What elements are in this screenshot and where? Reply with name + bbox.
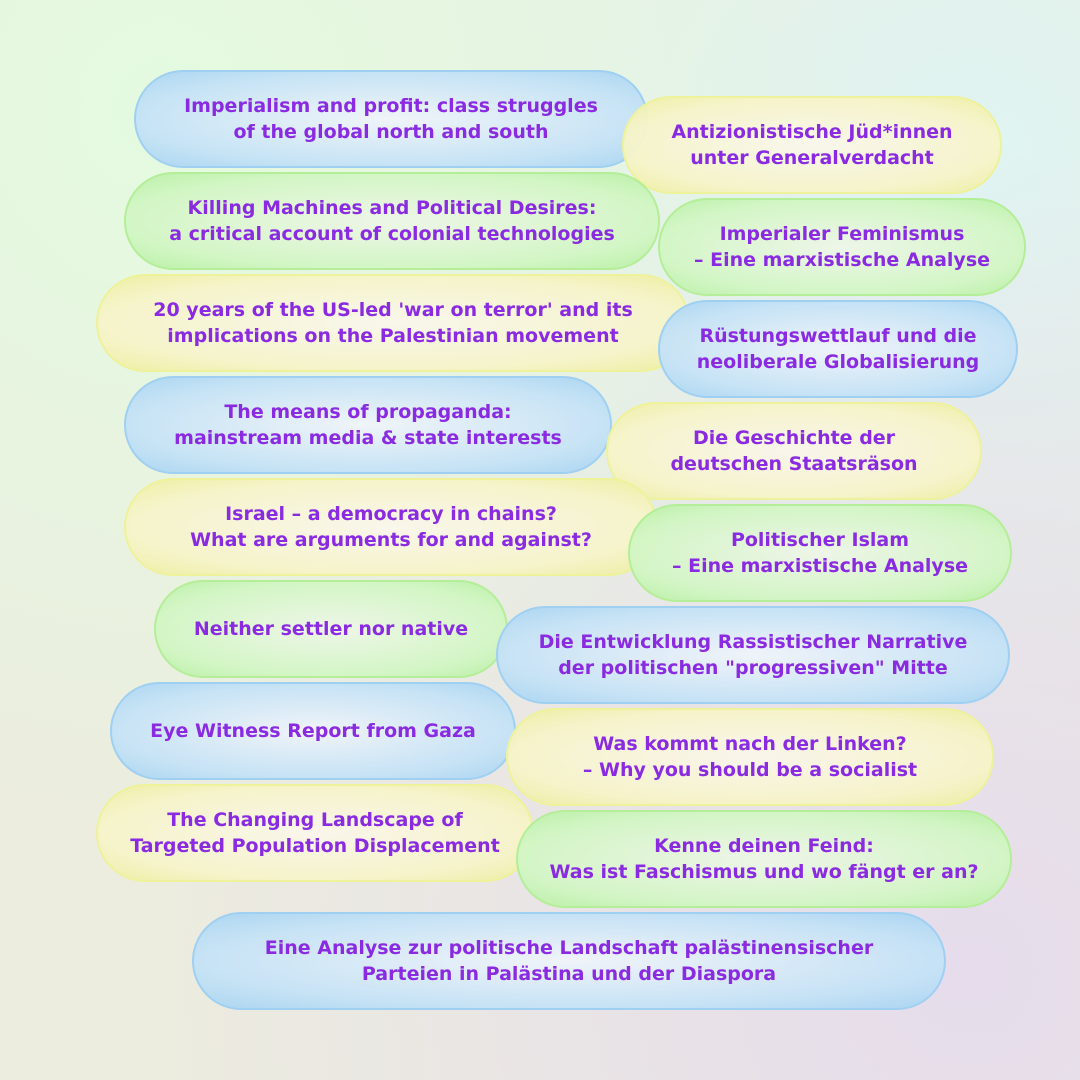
- topic-pill-rassistische-narrative: Die Entwicklung Rassistischer Narrative der politischen "progressiven" Mitte: [496, 606, 1010, 704]
- topic-pill-means-of-propaganda: The means of propaganda: mainstream media & state interests: [124, 376, 612, 474]
- topic-pill-ruestungswettlauf: Rüstungswettlauf und die neoliberale Globalisierung: [658, 300, 1018, 398]
- topic-pill-neither-settler-nor-native: Neither settler nor native: [154, 580, 508, 678]
- topic-pill-eye-witness-gaza: Eye Witness Report from Gaza: [110, 682, 516, 780]
- topic-pill-antizionistische-juedinnen: Antizionistische Jüd*innen unter Generalverdacht: [622, 96, 1002, 194]
- topic-pill-palaestinensische-parteien: Eine Analyse zur politische Landschaft palästinensischer Parteien in Palästina und der Diaspora: [192, 912, 946, 1010]
- topic-pill-imperialer-feminismus: Imperialer Feminismus – Eine marxistische Analyse: [658, 198, 1026, 296]
- topic-pill-population-displacement: The Changing Landscape of Targeted Population Displacement: [96, 784, 534, 882]
- topic-pill-was-kommt-nach-der-linken: Was kommt nach der Linken? – Why you should be a socialist: [506, 708, 994, 806]
- topic-pill-killing-machines: Killing Machines and Political Desires: a critical account of colonial technologies: [124, 172, 660, 270]
- topic-pill-politischer-islam: Politischer Islam – Eine marxistische Analyse: [628, 504, 1012, 602]
- topic-pill-war-on-terror: 20 years of the US-led 'war on terror' and its implications on the Palestinian movement: [96, 274, 690, 372]
- topic-pill-israel-democracy: Israel – a democracy in chains? What are arguments for and against?: [124, 478, 658, 576]
- topic-pill-kenne-deinen-feind: Kenne deinen Feind: Was ist Faschismus und wo fängt er an?: [516, 810, 1012, 908]
- topic-pill-geschichte-staatsraeson: Die Geschichte der deutschen Staatsräson: [606, 402, 982, 500]
- topic-pill-imperialism-profit: Imperialism and profit: class struggles of the global north and south: [134, 70, 648, 168]
